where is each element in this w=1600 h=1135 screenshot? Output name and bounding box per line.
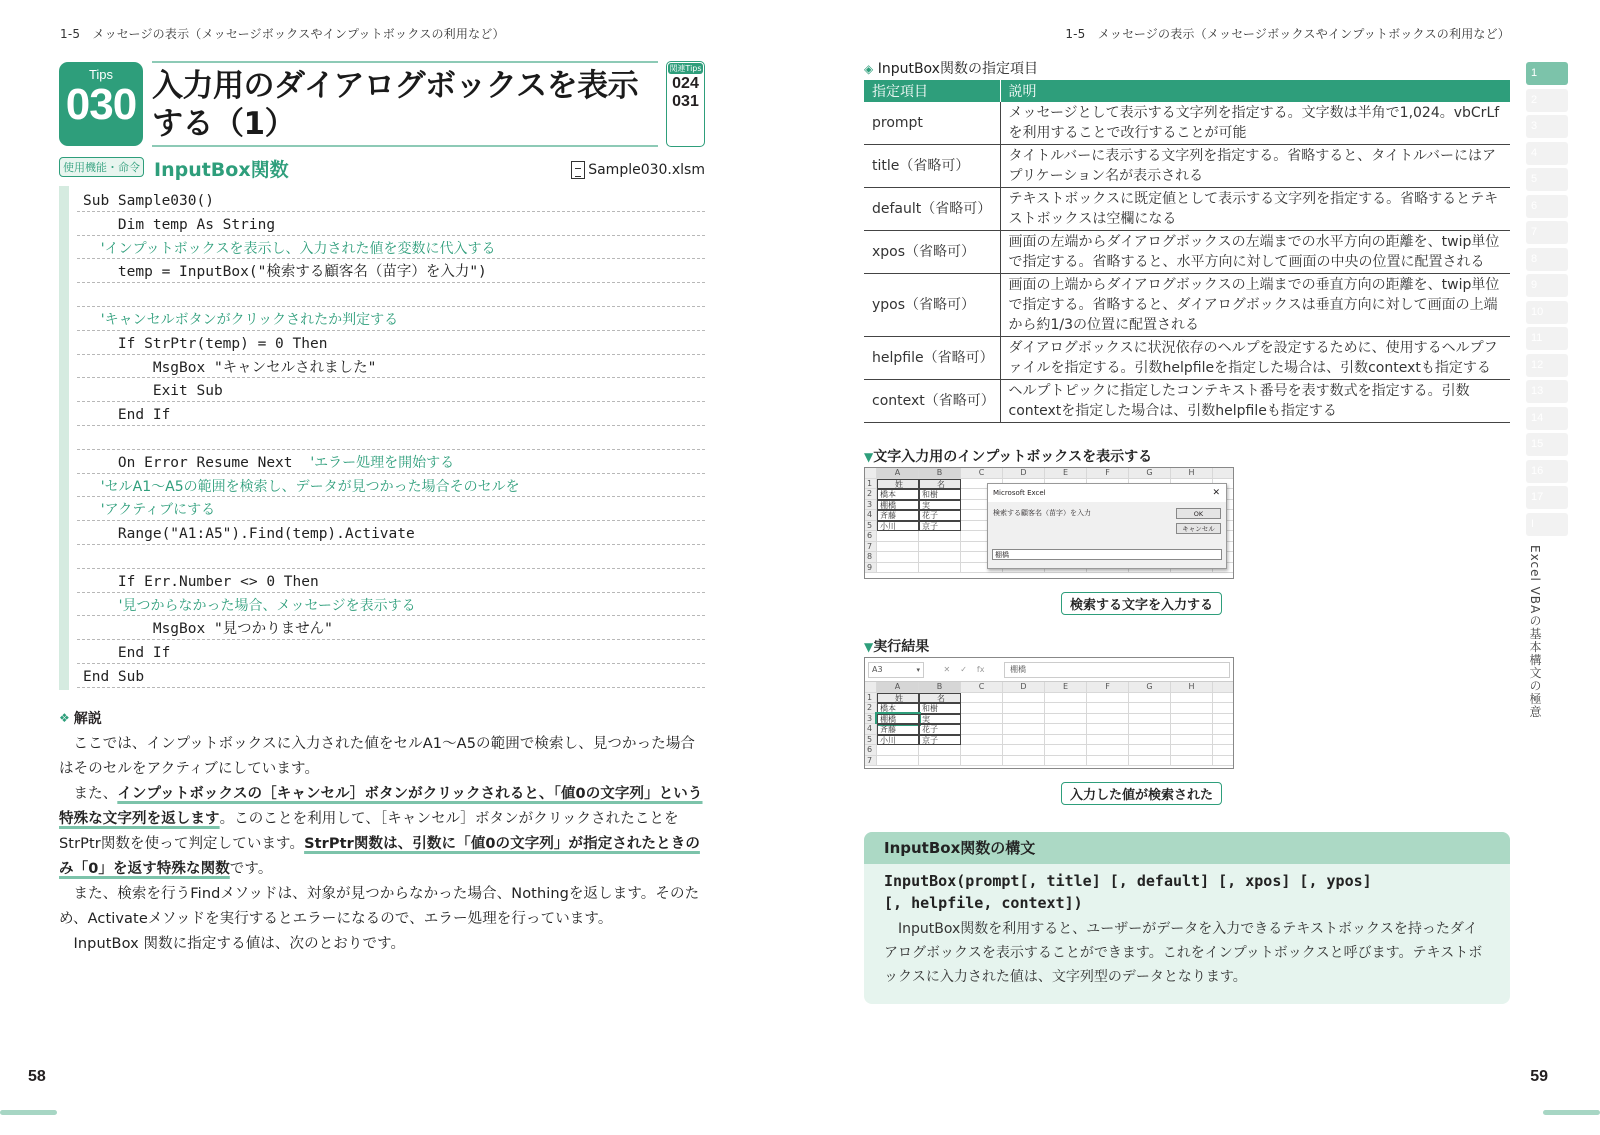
- param-description: ダイアログボックスに状況依存のヘルプを設定するために、使用するヘルプファイルを指定する。引数helpfileを指定した場合は、引数contextも指定する: [1000, 337, 1510, 380]
- row-header[interactable]: 8: [865, 552, 877, 563]
- param-item: prompt: [864, 102, 1000, 145]
- highlight-strptr: StrPtr関数は、引数に「値0の文字列」が指定されたときのみ「0」を返す特殊な関数: [59, 836, 700, 877]
- formula-input[interactable]: 棚橋: [1004, 662, 1230, 678]
- cell[interactable]: 小川: [877, 521, 919, 532]
- table-row: [864, 231, 1510, 274]
- cell[interactable]: [1045, 735, 1087, 746]
- cell[interactable]: 花子: [919, 724, 961, 735]
- cell[interactable]: [919, 563, 961, 574]
- text-span: また、: [73, 786, 118, 802]
- cell[interactable]: [961, 714, 1003, 725]
- code-line: [77, 426, 705, 450]
- function-icon[interactable]: fx: [976, 665, 985, 674]
- cell[interactable]: [961, 756, 1003, 767]
- related-tip-031: 031: [672, 93, 699, 110]
- column-header[interactable]: D: [1003, 682, 1045, 693]
- row-header[interactable]: 1: [865, 479, 877, 490]
- dialog-input[interactable]: 棚橋: [992, 549, 1222, 560]
- code-line: End If: [77, 640, 705, 664]
- cell[interactable]: [1213, 735, 1234, 746]
- name-box[interactable]: A3 ▾: [868, 662, 924, 678]
- cell[interactable]: [1129, 745, 1171, 756]
- title-area: [152, 61, 658, 147]
- cell[interactable]: [961, 703, 1003, 714]
- code-line: End Sub: [77, 664, 705, 688]
- cell[interactable]: [1171, 693, 1213, 704]
- cell[interactable]: 斉藤: [877, 510, 919, 521]
- cell[interactable]: [1003, 735, 1045, 746]
- cell[interactable]: [1129, 735, 1171, 746]
- chapter-tab-14[interactable]: 14: [1526, 407, 1568, 430]
- code-line: MsgBox "キャンセルされました": [77, 355, 705, 379]
- cell[interactable]: 京子: [919, 521, 961, 532]
- syntax-code-line2: [, helpfile, context]): [884, 894, 1083, 912]
- tips-number: 030: [65, 80, 137, 129]
- select-all-corner[interactable]: [865, 682, 877, 693]
- figure2-heading: [864, 636, 929, 656]
- param-description: 画面の左端からダイアログボックスの左端までの水平方向の距離を、twip単位で指定する。省略すると、水平方向に対して画面の中央の位置に配置される: [1000, 231, 1510, 274]
- cell[interactable]: [877, 531, 919, 542]
- column-header[interactable]: G: [1129, 682, 1171, 693]
- cell[interactable]: 橋本: [877, 489, 919, 500]
- sample-file: [571, 161, 705, 179]
- column-header[interactable]: H: [1171, 468, 1213, 479]
- param-item: context（省略可）: [864, 380, 1000, 423]
- text-span: です。: [229, 861, 273, 877]
- column-header[interactable]: E: [1045, 682, 1087, 693]
- cell[interactable]: [961, 735, 1003, 746]
- syntax-code-line1: InputBox(prompt[, title] [, default] [, xpos] [, ypos]: [884, 872, 1372, 890]
- figure1-heading-text: 文字入力用のインプットボックスを表示する: [873, 449, 1153, 465]
- file-icon: [571, 161, 585, 179]
- cell[interactable]: 実: [919, 500, 961, 511]
- code-lines: [77, 188, 705, 688]
- param-item: title（省略可）: [864, 145, 1000, 188]
- table-row: [864, 145, 1510, 188]
- cell[interactable]: [1129, 693, 1171, 704]
- column-header[interactable]: [1213, 468, 1234, 479]
- param-description: 画面の上端からダイアログボックスの上端までの垂直方向の距離を、twip単位で指定する。省略すると、ダイアログボックスは垂直方向に対して画面の上端から約1/3の位置に配置される: [1000, 274, 1510, 337]
- cell[interactable]: [877, 756, 919, 767]
- cell[interactable]: 斉藤: [877, 724, 919, 735]
- row-header[interactable]: 6: [865, 745, 877, 756]
- column-header[interactable]: [1213, 682, 1234, 693]
- parameter-table-body: [864, 102, 1510, 423]
- chapter-tab-13[interactable]: 13: [1526, 380, 1568, 403]
- table-header-item: 指定項目: [864, 80, 1000, 102]
- code-block: [59, 186, 705, 690]
- cell[interactable]: [1003, 714, 1045, 725]
- cell[interactable]: [1213, 724, 1234, 735]
- cell[interactable]: [961, 724, 1003, 735]
- chapter-tab-10[interactable]: 10: [1526, 301, 1568, 324]
- cell[interactable]: [961, 693, 1003, 704]
- code-comment-line: 'アクティブにする: [77, 497, 705, 521]
- column-header[interactable]: G: [1129, 468, 1171, 479]
- chapter-tab-6[interactable]: 6: [1526, 195, 1568, 218]
- callout-value-found: 入力した値が検索された: [1061, 782, 1222, 805]
- cell[interactable]: [1213, 703, 1234, 714]
- cell[interactable]: [1087, 714, 1129, 725]
- cell[interactable]: [919, 552, 961, 563]
- table-row: [864, 102, 1510, 145]
- code-side-bar: [59, 186, 69, 690]
- related-tips: [666, 61, 705, 147]
- page-bar-left: [0, 1110, 57, 1115]
- row-header[interactable]: 5: [865, 735, 877, 746]
- code-line: temp = InputBox("検索する顧客名（苗字）を入力"): [77, 259, 705, 283]
- related-tips-label: 関連Tips: [669, 64, 702, 73]
- column-header[interactable]: B: [919, 468, 961, 479]
- code-text: On Error Resume Next: [83, 454, 293, 471]
- cell[interactable]: [919, 542, 961, 553]
- syntax-description: InputBox関数を利用すると、ユーザーがデータを入力できるテキストボックスを持ったダイアログボックスを表示することができます。これをインプットボックスと呼びます。テキストボックスに入力された値は、文字列型のデータとなります。: [884, 921, 1483, 985]
- cell[interactable]: [1213, 693, 1234, 704]
- explanation-paragraph-2: [59, 782, 705, 882]
- inputbox-dialog: [987, 483, 1227, 569]
- dialog-prompt: 検索する顧客名（苗字）を入力: [993, 509, 1091, 517]
- cell[interactable]: [1045, 703, 1087, 714]
- code-line: Exit Sub: [77, 378, 705, 402]
- code-comment-line: '見つからなかった場合、メッセージを表示する: [77, 593, 705, 617]
- chapter-tab-5[interactable]: 5: [1526, 168, 1568, 191]
- cell[interactable]: [877, 745, 919, 756]
- triangle-down-icon: ▼: [864, 640, 874, 654]
- table-title-text: InputBox関数の指定項目: [877, 61, 1038, 77]
- code-line: MsgBox "見つかりません": [77, 616, 705, 640]
- code-line: [77, 545, 705, 569]
- code-line: Dim temp As String: [77, 212, 705, 236]
- cell[interactable]: 小川: [877, 735, 919, 746]
- chapter-tab-3[interactable]: 3: [1526, 115, 1568, 138]
- row-header[interactable]: 9: [865, 563, 877, 574]
- code-line: If StrPtr(temp) = 0 Then: [77, 331, 705, 355]
- cell[interactable]: [961, 745, 1003, 756]
- cell[interactable]: [919, 531, 961, 542]
- cell[interactable]: [877, 542, 919, 553]
- code-line: If Err.Number <> 0 Then: [77, 569, 705, 593]
- chapter-tab-i[interactable]: I: [1526, 513, 1568, 536]
- param-description: タイトルバーに表示する文字列を指定する。省略すると、タイトルバーにはアプリケーション名が表示される: [1000, 145, 1510, 188]
- dialog-title: Microsoft Excel: [993, 489, 1046, 497]
- chapter-tab-12[interactable]: 12: [1526, 354, 1568, 377]
- explanation-paragraph-4: InputBox 関数に指定する値は、次のとおりです。: [73, 936, 406, 952]
- param-description: ヘルプトピックに指定したコンテキスト番号を表す数式を指定する。引数contextを指定した場合は、引数helpfileも指定する: [1000, 380, 1510, 423]
- cell[interactable]: [919, 756, 961, 767]
- cell[interactable]: [1171, 714, 1213, 725]
- syntax-heading: InputBox関数の構文: [864, 832, 1510, 864]
- explanation-heading-text: 解説: [73, 711, 102, 727]
- spreadsheet-figure1: [864, 467, 1234, 579]
- column-header[interactable]: C: [961, 682, 1003, 693]
- column-header[interactable]: C: [961, 468, 1003, 479]
- row-header[interactable]: 4: [865, 724, 877, 735]
- cell[interactable]: [1003, 724, 1045, 735]
- table-row: [864, 337, 1510, 380]
- cell[interactable]: [1129, 703, 1171, 714]
- chapter-tab-7[interactable]: 7: [1526, 221, 1568, 244]
- column-header[interactable]: E: [1045, 468, 1087, 479]
- cancel-button[interactable]: キャンセル: [1176, 523, 1221, 534]
- formula-icons: [924, 665, 1004, 674]
- diamond-cluster-icon: ❖: [59, 711, 70, 725]
- table-header-desc: 説明: [1000, 80, 1510, 102]
- parameter-table: [864, 80, 1510, 423]
- side-chapter-label: Excel VBAの基本構文の極意: [1528, 545, 1542, 719]
- cell[interactable]: [1213, 714, 1234, 725]
- explanation-heading: [59, 708, 705, 728]
- page-number-right: 59: [1530, 1068, 1548, 1085]
- cell[interactable]: 京子: [919, 735, 961, 746]
- cell[interactable]: [1045, 745, 1087, 756]
- column-header[interactable]: B: [919, 682, 961, 693]
- cell[interactable]: [877, 552, 919, 563]
- code-line: End If: [77, 402, 705, 426]
- cell[interactable]: [1171, 735, 1213, 746]
- highlight-cancel-returns: インプットボックスの［キャンセル］ボタンがクリックされると、「値0の文字列」という特殊な文字列を返します: [59, 786, 703, 827]
- cell[interactable]: [1003, 756, 1045, 767]
- cell[interactable]: [1003, 745, 1045, 756]
- syntax-box: [864, 832, 1510, 1004]
- param-item: ypos（省略可）: [864, 274, 1000, 337]
- param-item: helpfile（省略可）: [864, 337, 1000, 380]
- page-number-left: 58: [28, 1068, 46, 1085]
- cell[interactable]: [1171, 724, 1213, 735]
- cell[interactable]: [1129, 714, 1171, 725]
- chapter-tab-1[interactable]: 1: [1526, 62, 1568, 85]
- cell[interactable]: [1171, 756, 1213, 767]
- cell[interactable]: [1003, 693, 1045, 704]
- row-header[interactable]: 3: [865, 500, 877, 511]
- code-comment-line: 'キャンセルボタンがクリックされたか判定する: [77, 307, 705, 331]
- cell[interactable]: [1129, 724, 1171, 735]
- cell[interactable]: 名: [919, 693, 961, 704]
- row-header[interactable]: 6: [865, 531, 877, 542]
- chapter-tab-8[interactable]: 8: [1526, 248, 1568, 271]
- column-header[interactable]: A: [877, 468, 919, 479]
- cell[interactable]: 姓: [877, 479, 919, 490]
- code-line: [77, 283, 705, 307]
- spreadsheet-figure2: [864, 657, 1234, 769]
- code-line: Sub Sample030(): [77, 188, 705, 212]
- cell[interactable]: [1213, 756, 1234, 767]
- cell[interactable]: [877, 563, 919, 574]
- feature-tag: 使用機能・命令: [59, 157, 144, 177]
- cell[interactable]: [1087, 693, 1129, 704]
- row-header[interactable]: 2: [865, 703, 877, 714]
- page-title: 入力用のダイアログボックスを表示する（1）: [152, 68, 639, 142]
- param-description: メッセージとして表示する文字列を指定する。文字数は半角で1,024。vbCrLfを利用することで改行することが可能: [1000, 102, 1510, 145]
- table-row: [864, 380, 1510, 423]
- chapter-tab-16[interactable]: 16: [1526, 460, 1568, 483]
- figure1-heading: [864, 446, 1152, 466]
- explanation-paragraph-1: ここでは、インプットボックスに入力された値をセルA1～A5の範囲で検索し、見つかった場合はそのセルをアクティブにしています。: [59, 736, 696, 777]
- table-title: [864, 58, 1038, 78]
- chapter-tab-4[interactable]: 4: [1526, 142, 1568, 165]
- running-head-left: 1-5 メッセージの表示（メッセージボックスやインプットボックスの利用など）: [60, 27, 505, 41]
- cell[interactable]: [919, 745, 961, 756]
- table-row: [864, 274, 1510, 337]
- row-header[interactable]: 1: [865, 693, 877, 704]
- chapter-tab-17[interactable]: 17: [1526, 486, 1568, 509]
- row-header[interactable]: 4: [865, 510, 877, 521]
- chapter-tab-15[interactable]: 15: [1526, 433, 1568, 456]
- page-bar-right: [1543, 1110, 1600, 1115]
- cell[interactable]: [1045, 756, 1087, 767]
- dialog-titlebar: [988, 484, 1226, 502]
- code-comment-line: 'インプットボックスを表示し、入力された値を変数に代入する: [77, 236, 705, 260]
- row-header[interactable]: 7: [865, 756, 877, 767]
- param-description: テキストボックスに既定値として表示する文字列を指定する。省略するとテキストボックスは空欄になる: [1000, 188, 1510, 231]
- code-inline-comment: 'エラー処理を開始する: [292, 454, 455, 471]
- sample-file-name: Sample030.xlsm: [588, 162, 705, 178]
- row-header[interactable]: 7: [865, 542, 877, 553]
- code-line: [77, 450, 705, 474]
- sheet2-grid: [865, 682, 1233, 766]
- cell[interactable]: [1087, 735, 1129, 746]
- cell[interactable]: [1045, 693, 1087, 704]
- tips-badge: [59, 62, 143, 146]
- feature-row: [59, 155, 705, 187]
- cell[interactable]: [1087, 745, 1129, 756]
- row-header[interactable]: 2: [865, 489, 877, 500]
- cell[interactable]: 和樹: [919, 703, 961, 714]
- cell[interactable]: 花子: [919, 510, 961, 521]
- cell[interactable]: [1213, 745, 1234, 756]
- close-icon[interactable]: ✕: [1212, 488, 1220, 498]
- param-item: xpos（省略可）: [864, 231, 1000, 274]
- related-tip-024: 024: [672, 75, 699, 92]
- param-item: default（省略可）: [864, 188, 1000, 231]
- cell[interactable]: 和樹: [919, 489, 961, 500]
- cell[interactable]: 橋本: [877, 703, 919, 714]
- feature-name: InputBox関数: [154, 159, 289, 181]
- tips-label: Tips: [88, 67, 114, 82]
- active-cell[interactable]: 棚橋: [877, 714, 919, 725]
- cell[interactable]: [1171, 745, 1213, 756]
- chapter-tabs: [1526, 62, 1568, 539]
- chapter-tab-2[interactable]: 2: [1526, 89, 1568, 112]
- cell[interactable]: [1045, 714, 1087, 725]
- callout-enter-text: 検索する文字を入力する: [1061, 592, 1222, 615]
- code-line: Range("A1:A5").Find(temp).Activate: [77, 521, 705, 545]
- cell[interactable]: [1087, 703, 1129, 714]
- cell[interactable]: 姓: [877, 693, 919, 704]
- code-comment-line: 'セルA1～A5の範囲を検索し、データが見つかった場合そのセルを: [77, 474, 705, 498]
- cell[interactable]: [1087, 756, 1129, 767]
- select-all-corner[interactable]: [865, 468, 877, 479]
- cell[interactable]: 名: [919, 479, 961, 490]
- column-header[interactable]: F: [1087, 682, 1129, 693]
- ok-button[interactable]: OK: [1176, 508, 1221, 519]
- running-head-right: 1-5 メッセージの表示（メッセージボックスやインプットボックスの利用など）: [1065, 27, 1510, 41]
- confirm-formula-icon[interactable]: ✓: [960, 665, 967, 674]
- explanation-paragraph-3: また、検索を行うFindメソッドは、対象が見つからなかった場合、Nothingを返します。そのため、Activateメソッドを実行するとエラーになるので、エラー処理を行っています。: [59, 886, 700, 927]
- column-header[interactable]: H: [1171, 682, 1213, 693]
- row-header[interactable]: 5: [865, 521, 877, 532]
- chapter-tab-11[interactable]: 11: [1526, 327, 1568, 350]
- column-header[interactable]: F: [1087, 468, 1129, 479]
- column-header[interactable]: A: [877, 682, 919, 693]
- cell[interactable]: 実: [919, 714, 961, 725]
- figure2-heading-text: 実行結果: [873, 639, 930, 655]
- cell[interactable]: [1171, 703, 1213, 714]
- text-span: 。このことを利用して、［キャンセル］ボタンがクリックされたことをStrPtr関数を使って判定しています。: [59, 811, 679, 852]
- chapter-tab-9[interactable]: 9: [1526, 274, 1568, 297]
- column-header[interactable]: D: [1003, 468, 1045, 479]
- cell[interactable]: [1129, 756, 1171, 767]
- formula-bar: [865, 658, 1233, 682]
- table-row: [864, 188, 1510, 231]
- cell[interactable]: [1003, 703, 1045, 714]
- diamond-icon: ◈: [864, 62, 874, 76]
- triangle-down-icon: ▼: [864, 450, 874, 464]
- explanation-section: [59, 708, 705, 957]
- cancel-formula-icon[interactable]: ✕: [943, 665, 951, 674]
- cell[interactable]: [1045, 724, 1087, 735]
- row-header[interactable]: 3: [865, 714, 877, 725]
- cell[interactable]: 棚橋: [877, 500, 919, 511]
- cell[interactable]: [1087, 724, 1129, 735]
